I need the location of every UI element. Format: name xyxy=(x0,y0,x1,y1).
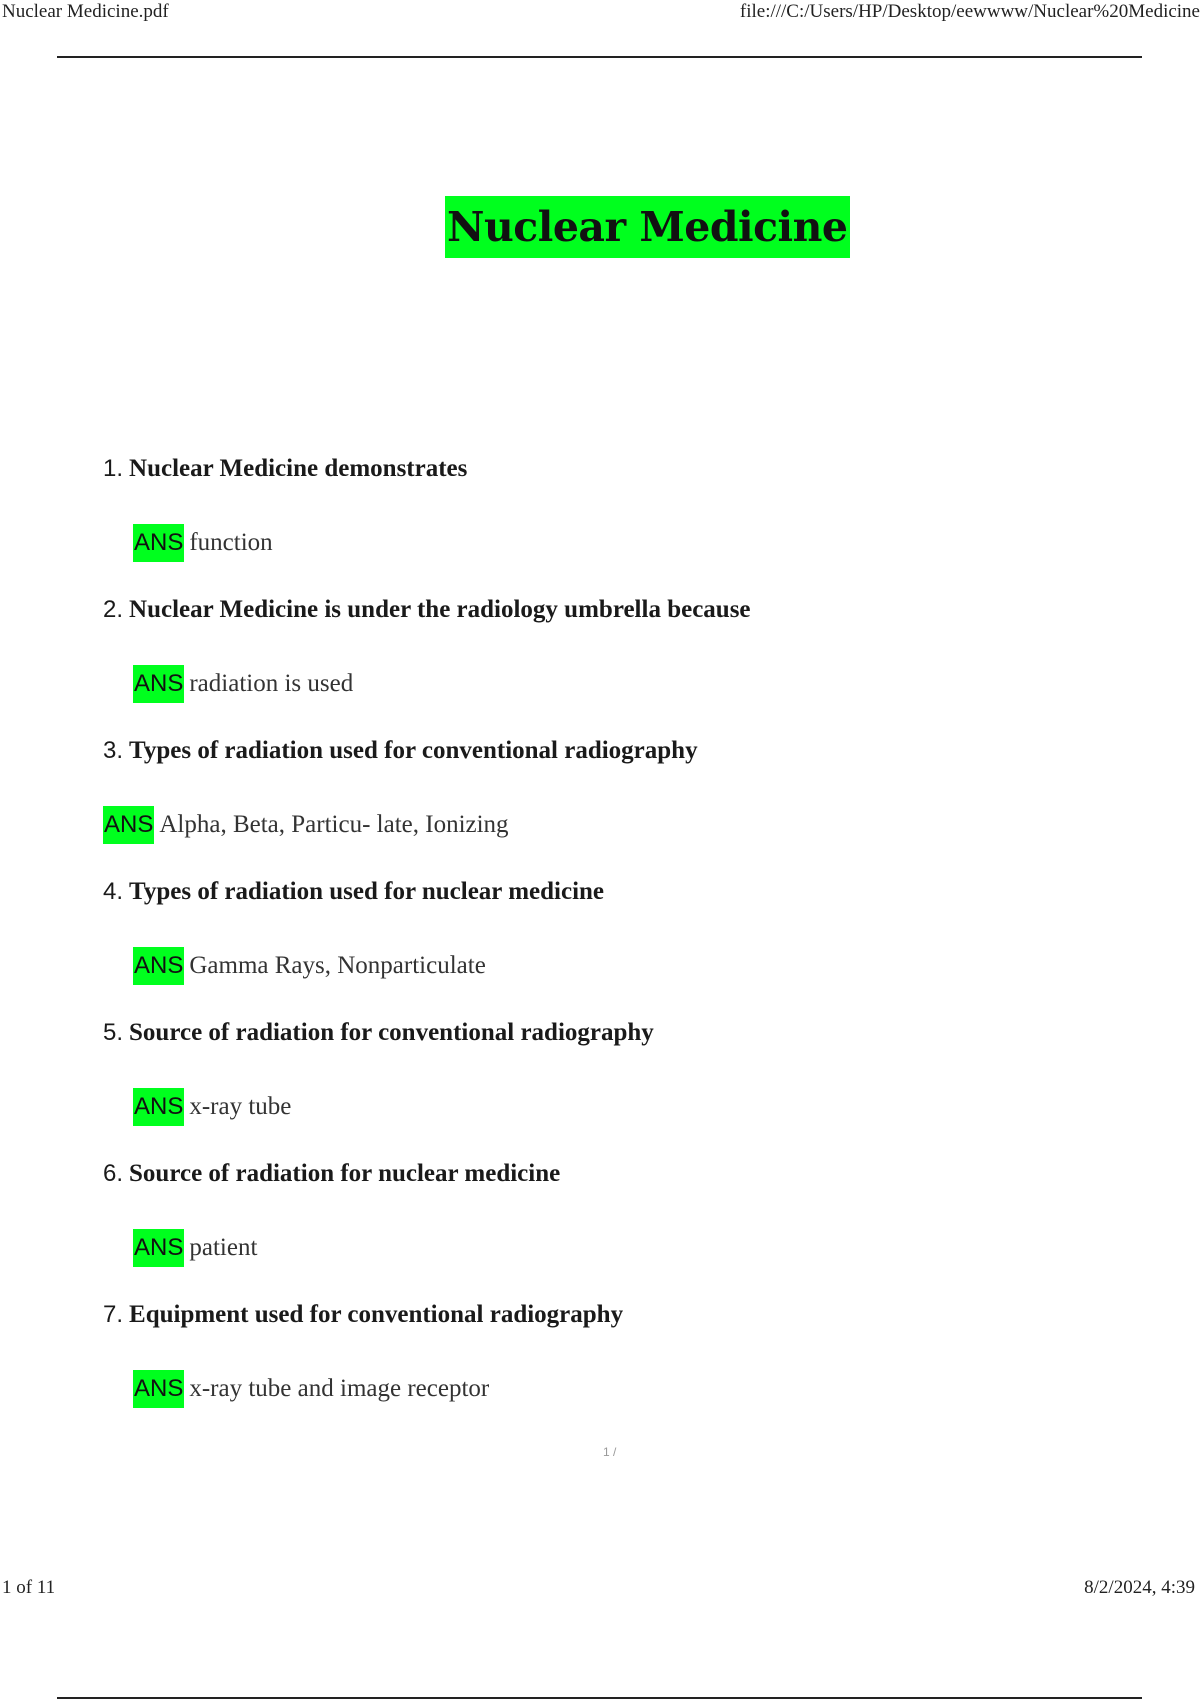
question-4 xyxy=(103,878,604,906)
question-number: 2. xyxy=(103,596,124,623)
answer-3 xyxy=(103,806,509,844)
question-3 xyxy=(103,737,698,765)
ans-label: ANS xyxy=(133,947,184,985)
answer-text: Gamma Rays, Nonparticulate xyxy=(189,952,486,979)
question-1 xyxy=(103,455,467,483)
answer-text: Alpha, Beta, Particu- late, Ionizing xyxy=(159,811,509,838)
question-text: Types of radiation used for conventional radiography xyxy=(129,737,698,764)
ans-label: ANS xyxy=(133,1088,184,1126)
question-text: Types of radiation used for nuclear medicine xyxy=(129,878,605,905)
question-2 xyxy=(103,596,751,624)
print-header-url: file:///C:/Users/HP/Desktop/eewwww/Nuclear%20Medicine xyxy=(739,1,1200,22)
question-number: 1. xyxy=(103,455,124,482)
ans-label: ANS xyxy=(133,1370,184,1408)
question-text: Source of radiation for nuclear medicine xyxy=(129,1160,561,1187)
answer-text: radiation is used xyxy=(189,670,354,697)
page-number-mark: 1 / xyxy=(603,1445,617,1459)
document-title: Nuclear Medicine xyxy=(445,196,850,258)
question-5 xyxy=(103,1019,654,1047)
bottom-divider xyxy=(57,1697,1142,1699)
question-text: Equipment used for conventional radiography xyxy=(129,1301,624,1328)
ans-label: ANS xyxy=(103,806,154,844)
answer-text: x-ray tube xyxy=(189,1093,292,1120)
ans-label: ANS xyxy=(133,1229,184,1267)
ans-label: ANS xyxy=(133,665,184,703)
question-number: 6. xyxy=(103,1160,124,1187)
answer-5 xyxy=(133,1088,291,1126)
answer-2 xyxy=(133,665,353,703)
answer-text: function xyxy=(189,529,273,556)
answer-4 xyxy=(133,947,486,985)
question-text: Source of radiation for conventional radiography xyxy=(129,1019,654,1046)
question-number: 4. xyxy=(103,878,124,905)
answer-7 xyxy=(133,1370,489,1408)
answer-text: patient xyxy=(189,1234,258,1261)
answer-text: x-ray tube and image receptor xyxy=(189,1375,490,1402)
answer-1 xyxy=(133,524,273,562)
question-text: Nuclear Medicine demonstrates xyxy=(129,455,468,482)
question-number: 3. xyxy=(103,737,124,764)
question-6 xyxy=(103,1160,560,1188)
answer-6 xyxy=(133,1229,257,1267)
question-number: 5. xyxy=(103,1019,124,1046)
top-divider xyxy=(57,56,1142,58)
question-text: Nuclear Medicine is under the radiology umbrella because xyxy=(129,596,751,623)
print-header-doc-name: Nuclear Medicine.pdf xyxy=(2,1,169,22)
question-7 xyxy=(103,1301,623,1329)
print-footer-datetime: 8/2/2024, 4:39 xyxy=(1084,1577,1195,1598)
question-number: 7. xyxy=(103,1301,124,1328)
print-footer-page-count: 1 of 11 xyxy=(2,1577,56,1598)
ans-label: ANS xyxy=(133,524,184,562)
